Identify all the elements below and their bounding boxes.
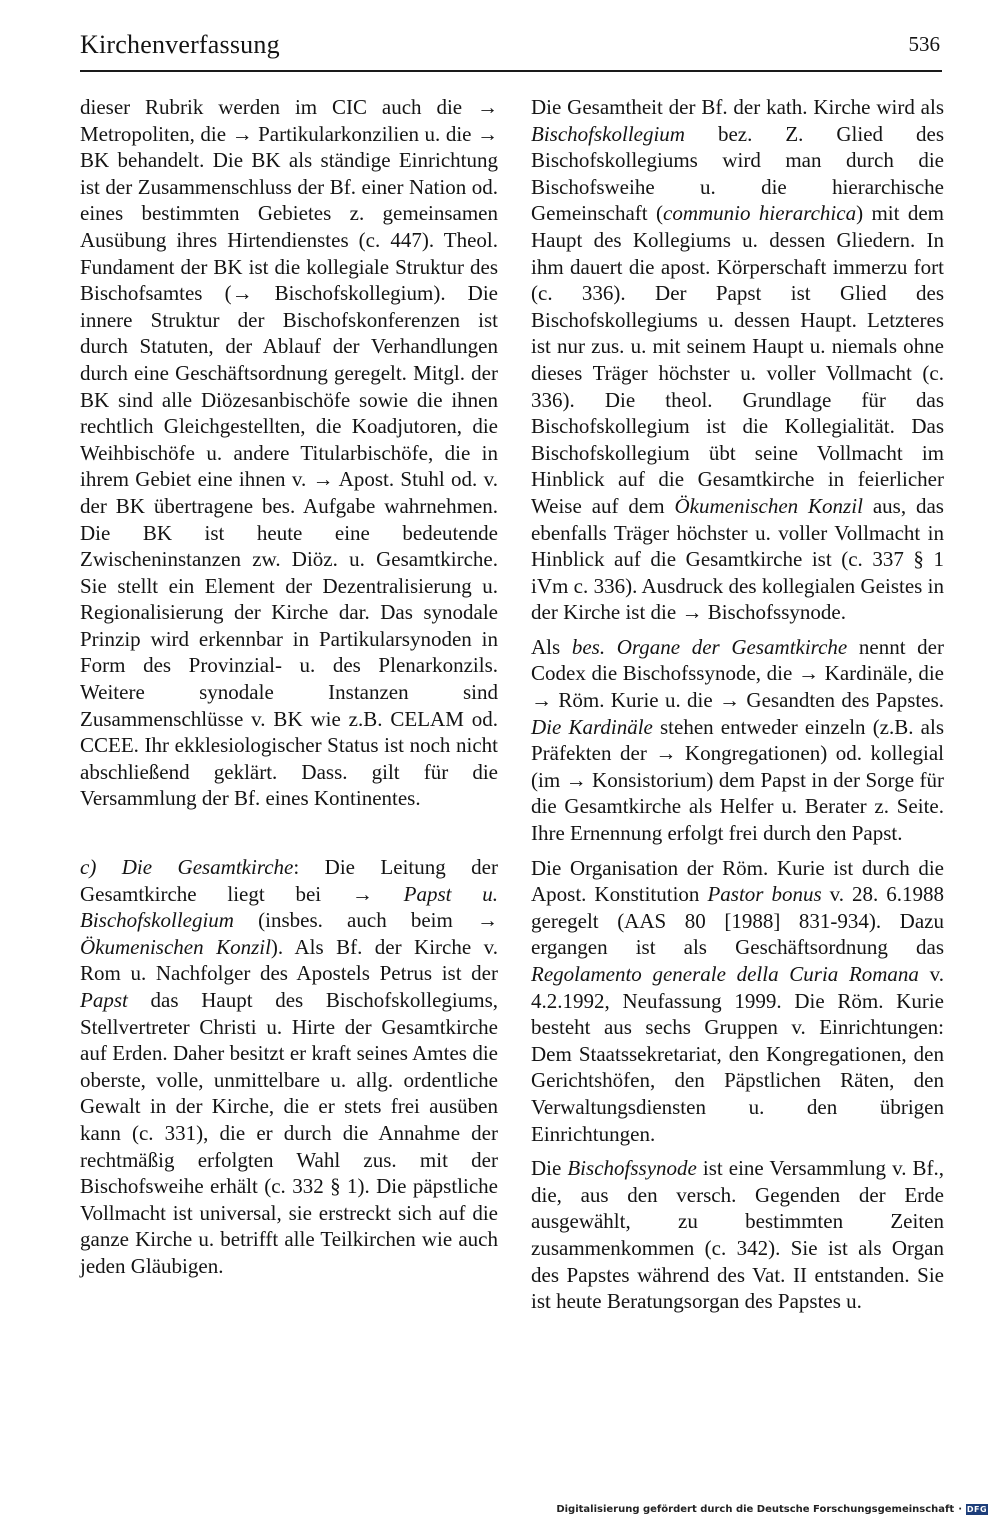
text-run: ) mit dem Haupt des Kollegiums u. dessen Gliedern. In ihm dauert die apost. Körperschaft immerzu fort (c. 336). Der Papst ist Glied des Bischofskollegiums u. dessen Haupt. Letzteres ist nur zus. u. mit seinem Haupt u. niemals ohne dieses Träger höchster u. voller Vollmacht (c. 336). Die theol. Grundlage für das Bischofskollegium ist die Kollegialität. Das Bischofskollegium übt seine Vollmacht im Hinblick auf die Gesamtkirche in feierlicher Weise auf dem [531,201,944,518]
text-run: nennt der Codex die Bischofssynode, die → Kardinäle, die → Röm. Kurie u. die → Gesandten des Papstes. [531,634,944,713]
dfg-logo: DFG [966,1505,988,1514]
text-run: Die Gesamtheit der Bf. der kath. Kirche wird als [531,95,944,119]
text-run: v. 4.2.1992, Neufassung 1999. Die Röm. Kurie besteht aus sechs Gruppen v. Einrichtungen: Dem Staatssekretariat, den Kongregationen, den Gerichtshöfen, den Päpstlichen Räten, den Verwaltungsdiensten u. den übrigen Einrichtungen. [531,962,944,1146]
italic-term: Regolamento generale della Curia Romana [531,962,919,986]
italic-term: communio hierarchica [663,201,857,226]
text-run: stehen entweder einzeln (z.B. als Präfekten der → Kongregationen) od. kollegial (im → Konsistorium) dem Papst in der Sorge für die Gesamtkirche als Helfer u. Berater z. Seite. Ihre Ernennung erfolgt frei durch den Papst. [531,714,944,846]
paragraph-bischofssynode [531,1155,944,1315]
running-header [80,28,942,72]
left-column [80,94,498,1280]
text-run: v. 28. 6.1988 geregelt (AAS 80 [1988] 831-934). Dazu ergangen ist als Geschäftsordnung das [531,882,945,960]
paragraph-bk [80,94,498,812]
text-run: das Haupt des Bischofskollegiums, Stellvertreter Christi u. Hirte der Gesamtkirche auf Erden. Daher besitzt er kraft seines Amtes die oberste, volle, unmittelbare u. allg. ordentliche Gewalt in der Kirche, die er stets frei ausüben kann (c. 331), die er durch die Annahme der rechtmäßig erfolgten Wahl zus. mit der Bischofsweihe erhält (c. 332 § 1). Die päpstliche Vollmacht ist universal, sie erstreckt sich auf die ganze Kirche u. betrifft alle Teilkirchen wie auch jeden Gläubigen. [80,988,498,1278]
italic-term: c) Die Gesamtkirche [80,855,294,880]
paragraph-bischofskollegium [531,94,944,626]
text-run: Die Organisation der Röm. Kurie ist durch die Apost. Konstitution [531,855,944,907]
page-number: 536 [908,32,940,56]
text-run: (insbes. auch beim → [233,908,498,933]
text-run: ist eine Versammlung v. Bf., die, aus den versch. Gegenden der Erde ausgewählt, zu bestimmten Zeiten zusammenkommen (c. 342). Sie ist als Organ des Papstes während des Vat. II entstanden. Sie ist heute Beratungsorgan des Papstes u. [531,1156,944,1314]
text-run: aus, das ebenfalls Träger höchster u. voller Vollmacht in Hinblick auf die Gesamtkirche ist (c. 337 § 1 iVm c. 336). Ausdruck des kollegialen Geistes in der Kirche ist die → Bischofssynode. [531,493,944,625]
italic-term: Pastor bonus [707,882,822,907]
paragraph-organe [531,634,944,847]
text-run: Als [531,634,572,659]
digitization-footer: Digitalisierung gefördert durch die Deutsche Forschungsgemeinschaft · DFG [556,1504,988,1515]
italic-term: Ökumenischen Konzil [80,934,271,959]
text-run: bez. Z. Glied des Bischofskollegiums wird man durch die Bischofsweihe u. die hierarchische Gemeinschaft ( [531,121,944,226]
italic-term: Papst u. Bischofskollegium [80,881,498,933]
page-header-title: Kirchenverfassung [80,30,280,59]
italic-term: Bischofskollegium [531,121,685,146]
text-run: Die [531,1156,568,1181]
footer-text: Digitalisierung gefördert durch die Deutsche Forschungsgemeinschaft [556,1504,955,1515]
italic-term: Die Kardinäle [531,714,653,739]
italic-term: Bischofssynode [567,1156,697,1181]
paragraph-kurie [531,855,944,1148]
text-run: dieser Rubrik werden im CIC auch die → Metropoliten, die → Partikularkonzilien u. die → BK behandelt. Die BK als ständige Einrichtung ist der Zusammenschluss der Bf. einer Nation od. eines bestimmten Gebietes z. gemeinsamen Ausübung ihres Hirtendienstes (c. 447). Theol. Fundament der BK ist die kollegiale Struktur des Bischofsamtes (→ Bischofskollegium). Die innere Struktur der Bischofskonferenzen ist durch Statuten, der Ablauf der Verhandlungen durch eine Geschäftsordnung geregelt. Mitgl. der BK sind alle Diözesanbischöfe sowie die ihnen rechtlich Gleichgestellten, die Koadjutoren, die Weihbischöfe u. andere Titularbischöfe, die in ihrem Gebiet eine ihnen v. → Apost. Stuhl od. v. der BK übertragene bes. Aufgabe wahrnehmen. Die BK ist heute eine bedeutende Zwischeninstanzen zw. Diöz. u. Gesamtkirche. Sie stellt ein Element der Dezentralisierung u. Regionalisierung der Kirche dar. Das synodale Prinzip wird erkennbar in Partikularsynoden in Form des Provinzial- u. des Plenarkonzils. Weitere synodale Instanzen sind Zusammenschlüsse v. BK wie z.B. CELAM od. CCEE. Ihr ekklesiologischer Status ist noch nicht abschließend geklärt. Dass. gilt für die Versammlung der Bf. eines Kontinentes. [80,95,498,811]
italic-term: Ökumenischen Konzil [674,493,863,518]
paragraph-gesamtkirche [80,854,498,1280]
italic-term: Papst [80,988,128,1012]
text-run: ). Als Bf. der Kirche v. Rom u. Nachfolger des Apostels Petrus ist der [80,934,498,986]
right-column [531,94,944,1315]
italic-term: bes. Organe der Gesamtkirche [571,634,848,659]
text-run: : Die Leitung der Gesamtkirche liegt bei → [80,855,498,906]
